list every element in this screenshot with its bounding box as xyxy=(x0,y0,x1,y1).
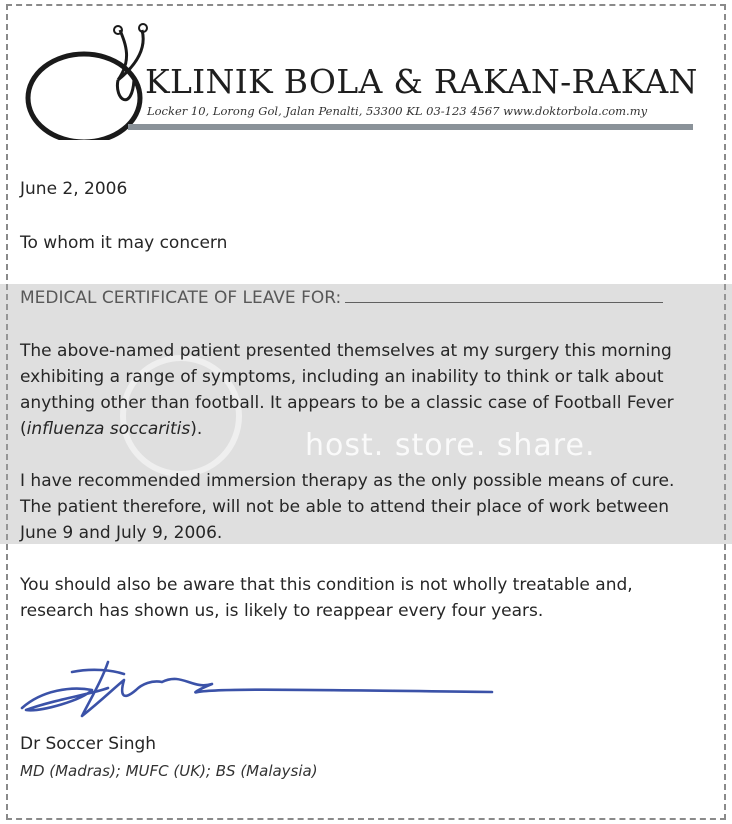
clinic-name: KLINIK BOLA & RAKAN-RAKAN xyxy=(145,62,698,101)
watermark-text: host. store. share. xyxy=(305,428,596,463)
salutation: To whom it may concern xyxy=(20,233,228,253)
letterhead-rule xyxy=(128,124,693,130)
doctor-name: Dr Soccer Singh xyxy=(20,734,157,754)
diagnosis-latin: influenza soccaritis xyxy=(26,419,191,439)
letter-date: June 2, 2006 xyxy=(20,179,128,199)
doctor-signature xyxy=(12,650,502,730)
paragraph-therapy: I have recommended immersion therapy as the only possible means of cure. The patient therefore, will not be able to attend their place of work between June 9 and July 9, 2006. xyxy=(20,471,675,543)
doctor-qualifications: MD (Madras); MUFC (UK); BS (Malaysia) xyxy=(20,762,318,780)
stethoscope-logo-icon xyxy=(22,20,162,140)
paragraph-symptoms: The above-named patient presented themselves at my surgery this morning exhibiting a range of symptoms, including an inability to think or talk about anything other than football. It appears to be a classic case of Football Fever (influenza soccaritis). xyxy=(20,341,674,439)
clinic-address: Locker 10, Lorong Gol, Jalan Penalti, 53300 KL 03-123 4567 www.doktorbola.com.my xyxy=(147,104,648,118)
paragraph-warning: You should also be aware that this condition is not wholly treatable and, research has shown us, is likely to reappear every four years. xyxy=(20,575,633,621)
certificate-label: MEDICAL CERTIFICATE OF LEAVE FOR: xyxy=(20,288,342,308)
